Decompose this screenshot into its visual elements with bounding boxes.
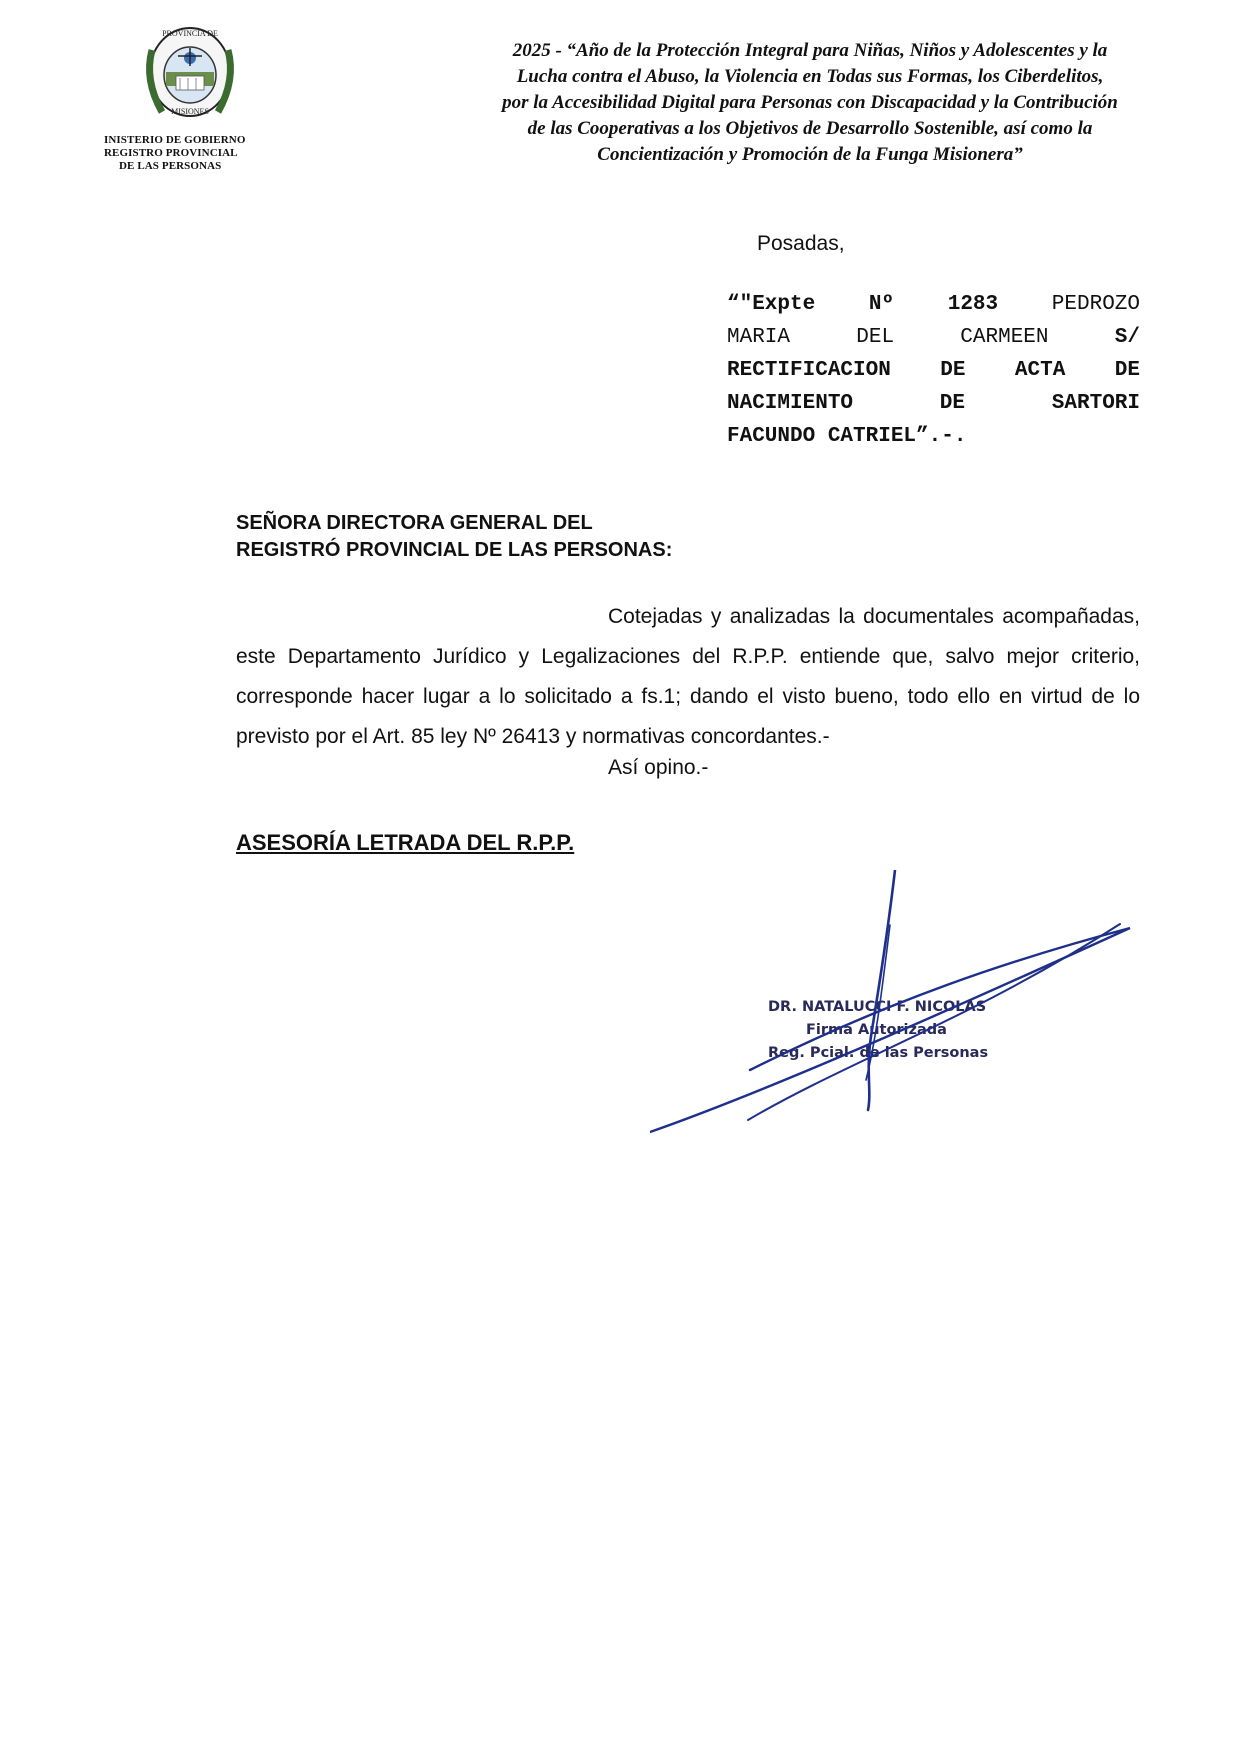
case-word: Nº [868,293,895,316]
year-motto [460,38,1160,168]
opinion-paragraph: Cotejadas y analizadas la documentales acompañadas, este Departamento Jurídico y Legalizaciones del R.P.P. entiende que, salvo mejor criterio, corresponde hacer lugar a lo solicitado a fs.1; dando el visto bueno, todo ello en virtud de lo previsto por el Art. 85 ley Nº 26413 y normativas concordantes.- [236,605,1140,748]
motto-line: Concientización y Promoción de la Funga Misionera” [597,144,1023,165]
opinion-body [236,597,1140,757]
case-reference [727,288,1140,453]
addressee-line: SEÑORA DIRECTORA GENERAL DEL [236,512,593,534]
closing-line: Así opino.- [608,756,709,779]
case-word: ACTA [1014,359,1066,382]
motto-line: 2025 - “Año de la Protección Integral para Niñas, Niños y Adolescentes y la [512,40,1108,61]
handwritten-signature [650,870,1140,1150]
case-word: “"Expte [727,293,816,316]
crest-top-lettering: PROVINCIA DE [162,29,218,38]
case-word: PEDROZO [1051,293,1140,316]
case-reference-row [727,321,1140,354]
case-reference-row [727,420,1140,453]
case-word: DE [940,359,966,382]
case-word: MARIA [727,326,791,349]
case-word: DEL [856,326,895,349]
case-word: S/ [1114,326,1140,349]
case-word: SARTORI [1051,392,1140,415]
case-word: 1283 [947,293,999,316]
case-word: NACIMIENTO [727,392,854,415]
case-reference-row [727,288,1140,321]
place-line: Posadas, [757,232,845,255]
ministry-line: INISTERIO DE GOBIERNO [104,134,246,146]
addressee-line: REGISTRÓ PROVINCIAL DE LAS PERSONAS: [236,539,673,561]
motto-line: Lucha contra el Abuso, la Violencia en Todas sus Formas, los Ciberdelitos, [516,66,1104,87]
stamp-line: Firma Autorizada [806,1022,947,1038]
stamp-line: DR. NATALUCCI F. NICOLAS [768,999,987,1015]
addressee [236,510,672,564]
case-reference-row [727,354,1140,387]
crest-bottom-lettering: MISIONES [171,107,209,116]
motto-line: por la Accesibilidad Digital para Personas con Discapacidad y la Contribución [502,92,1118,113]
case-word: CARMEEN [960,326,1049,349]
case-word: RECTIFICACION [727,359,891,382]
stamp-line: Reg. Pcial. de las Personas [768,1045,989,1061]
case-word: FACUNDO CATRIEL”.-. [727,425,967,448]
ministry-header [104,134,304,173]
case-word: DE [1114,359,1140,382]
office-title: ASESORÍA LETRADA DEL R.P.P. [236,830,575,855]
motto-line: de las Cooperativas a los Objetivos de Desarrollo Sostenible, así como la [527,118,1093,139]
case-reference-row [727,387,1140,420]
ministry-line: REGISTRO PROVINCIAL [104,147,238,159]
province-crest-logo [140,20,240,120]
case-word: DE [939,392,966,415]
ministry-line: DE LAS PERSONAS [119,160,222,172]
